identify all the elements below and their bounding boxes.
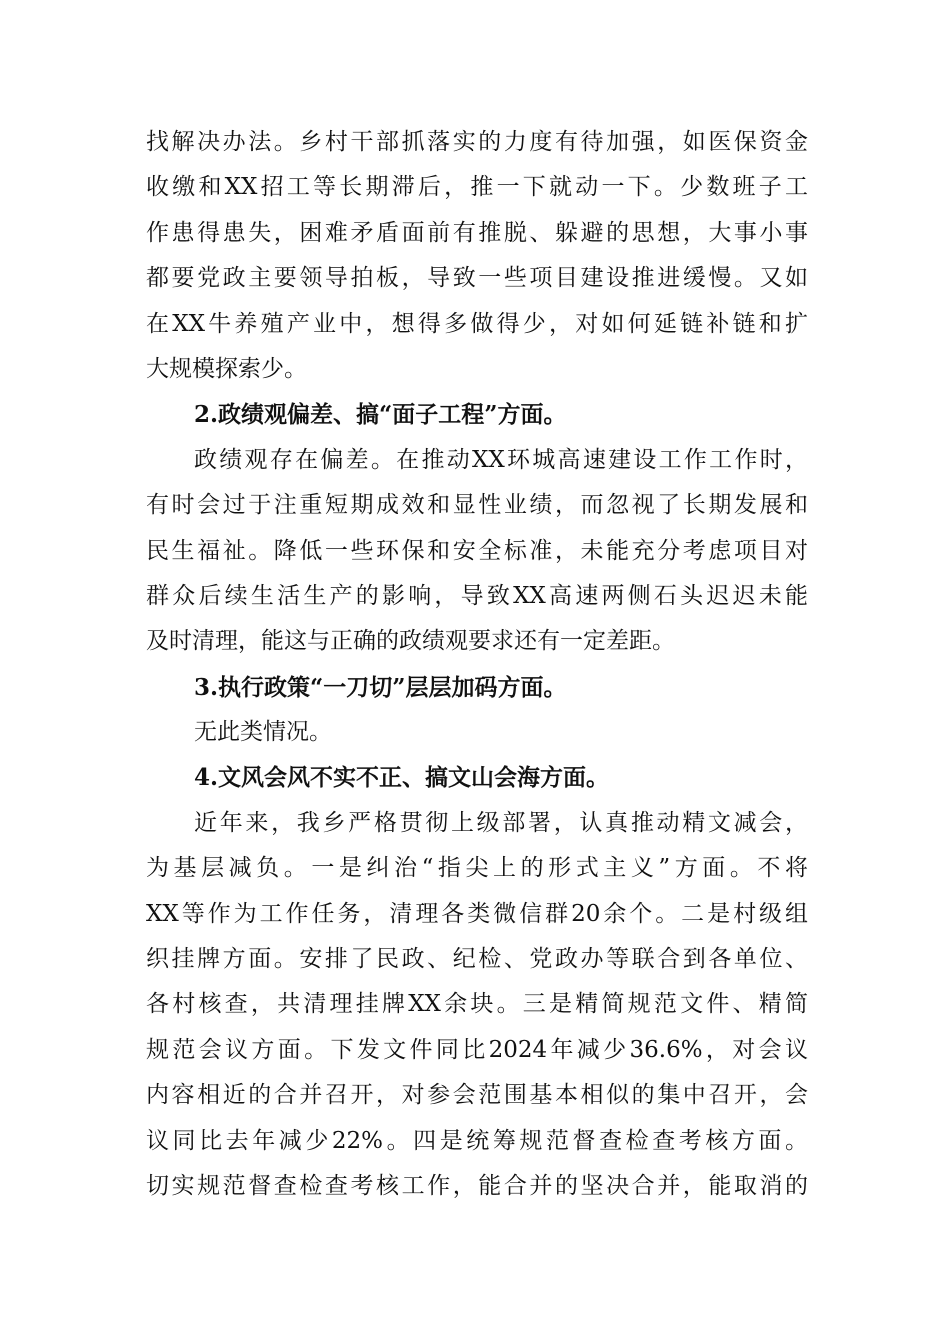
section-heading-3: 3.执行政策“一刀切”层层加码方面。 [194, 673, 567, 701]
paragraph-line: 各村核查，共清理挂牌XX余块。三是精简规范文件、精简 [146, 991, 808, 1018]
paragraph-line: 为基层减负。一是纠治“指尖上的形式主义”方面。不将 [146, 855, 808, 882]
paragraph-line: 找解决办法。乡村干部抓落实的力度有待加强，如医保资金 [146, 129, 808, 155]
paragraph-line: 切实规范督查检查考核工作，能合并的坚决合并，能取消的 [146, 1172, 808, 1199]
paragraph-line: 收缴和XX招工等长期滞后，推一下就动一下。少数班子工 [146, 174, 808, 201]
paragraph-line: 群众后续生活生产的影响，导致XX高速两侧石头迟迟未能 [146, 582, 808, 609]
paragraph-line: 规范会议方面。下发文件同比2024年减少36.6%，对会议 [146, 1036, 808, 1063]
paragraph-line: 有时会过于注重短期成效和显性业绩，而忽视了长期发展和 [146, 492, 808, 519]
section-heading-2: 2.政绩观偏差、搞“面子工程”方面。 [194, 401, 567, 429]
paragraph-line: 政绩观存在偏差。在推动XX环城高速建设工作工作时， [194, 446, 808, 473]
paragraph-line: 大规模探索少。 [146, 355, 307, 382]
paragraph-line: 近年来，我乡严格贯彻上级部署，认真推动精文减会， [194, 809, 808, 836]
paragraph-line: 都要党政主要领导拍板，导致一些项目建设推进缓慢。又如 [146, 265, 808, 292]
paragraph-line: 内容相近的合并召开，对参会范围基本相似的集中召开，会 [146, 1082, 808, 1109]
paragraph-line: 在XX牛养殖产业中，想得多做得少，对如何延链补链和扩 [146, 310, 808, 337]
document-body [146, 120, 808, 1209]
paragraph-line: 议同比去年减少22%。四是统筹规范督查检查考核方面。 [146, 1127, 808, 1154]
section-heading-4: 4.文风会风不实不正、搞文山会海方面。 [194, 764, 610, 792]
paragraph-line: XX等作为工作任务，清理各类微信群20余个。二是村级组 [146, 900, 808, 927]
paragraph-line: 民生福祉。降低一些环保和安全标准，未能充分考虑项目对 [146, 537, 808, 564]
paragraph-line: 及时清理，能这与正确的政绩观要求还有一定差距。 [146, 628, 675, 655]
paragraph-line: 作患得患失，困难矛盾面前有推脱、躲避的思想，大事小事 [146, 219, 808, 246]
paragraph-line: 无此类情况。 [194, 719, 332, 746]
paragraph-line: 织挂牌方面。安排了民政、纪检、党政办等联合到各单位、 [146, 946, 808, 973]
